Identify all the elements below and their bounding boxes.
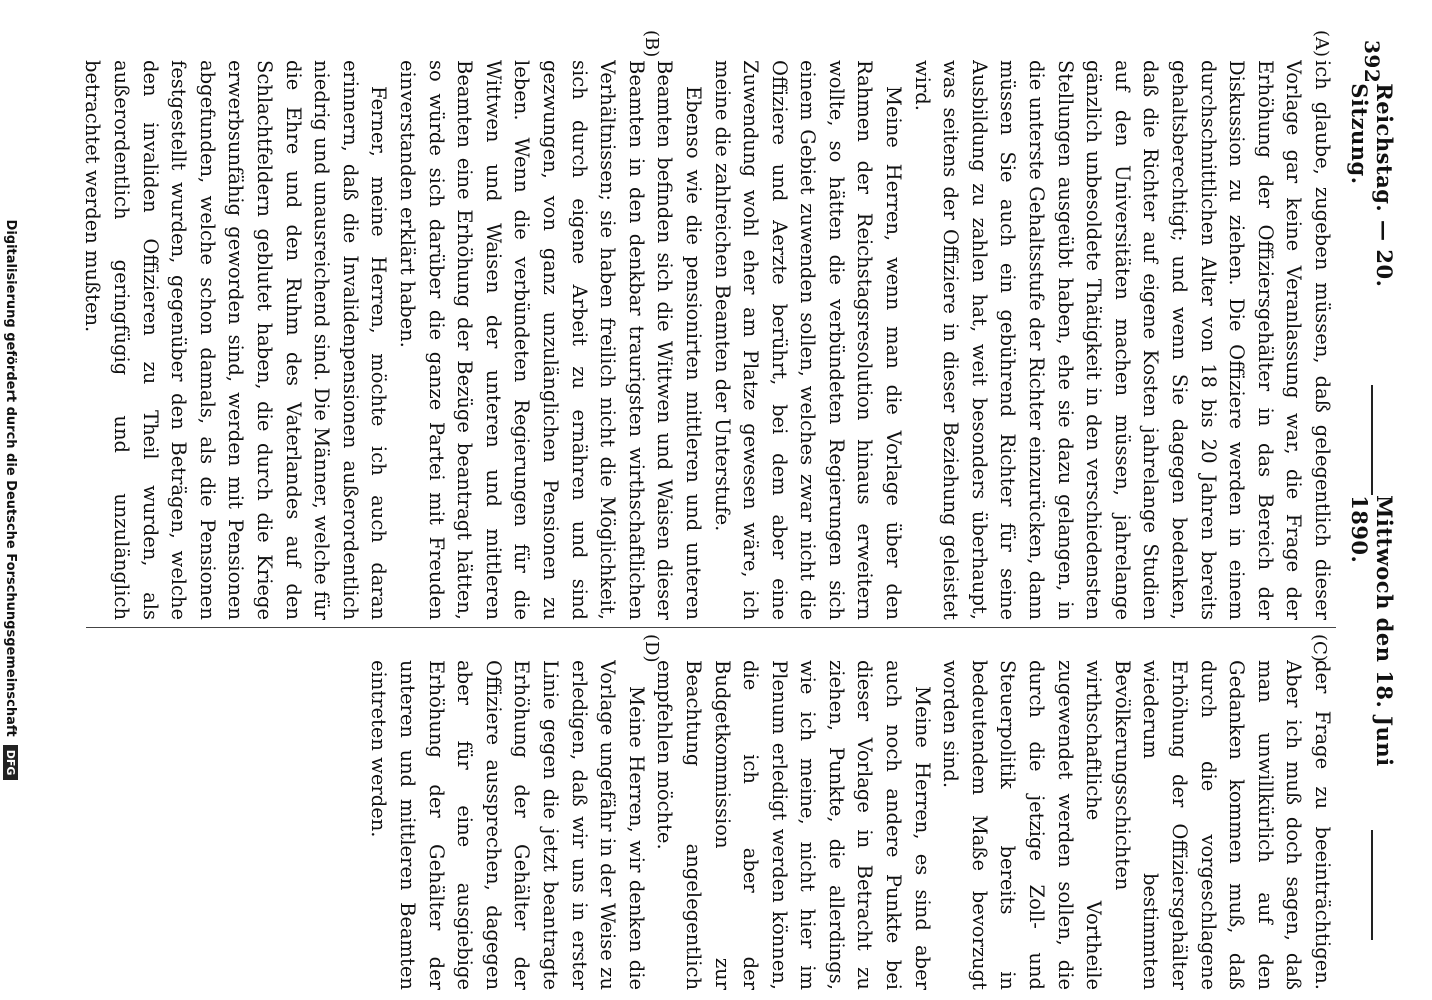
page-number: 392: [1360, 40, 1384, 84]
page-title: Reichstag. — 20. Sitzung.: [1347, 83, 1397, 288]
session-date: Mittwoch den 18. Juni 1890.: [1347, 495, 1397, 767]
header-rule-right: [1371, 830, 1373, 940]
page-header: [1347, 40, 1397, 940]
paragraph: ich glaube, zugeben müssen, daß gelegentlich dieser Vorlage gar keine Veranlassung war, die Frage der Erhöhung der Offiziersgehälter in das Bereich der Diskussion zu ziehen. Die Offiziere werden in einem durchschnittlichen Alter von 18 bis 20 Jahren bereits gehaltsberechtigt; und wenn Sie dagegen bedenken, daß die Richter auf eigene Kosten jahrelange Studien auf den Universitäten machen müssen, jahrelange gänzlich unbesoldete Thätigkeit in den verschiedensten Stellungen ausgeübt haben, ehe sie dazu gelangen, in die unterste Gehaltsstufe der Richter einzurücken, dann müssen Sie auch ein gebührend Richter für seine Ausbildung zu zahlen hat, weit besonders überhaupt, was seitens der Offiziere in dieser Beziehung geleistet wird.: [910, 60, 1334, 620]
margin-marker-b: (B): [641, 30, 662, 58]
digitization-credit: [0, 0, 22, 1000]
paragraph: Meine Herren, es sind aber auch noch andere Punkte bei dieser Vorlage in Betracht zu ziehen, Punkte, die allerdings, wie ich meine, nicht hier im Plenum erledigt werden können, die ich aber der Budgetkommission zur Beachtung angelegentlich empfehlen möchte.: [653, 660, 934, 990]
paragraph: Meine Herren, wenn man die Vorlage über den Rahmen der Reichstagsresolution hinaus erweitern wollte, so hätten die verbündeten Regierungen sich einem Gebiet zuwenden sollen, welches zwar nicht die Offiziere und Aerzte berührt, bei dem aber eine Zuwendung wohl eher am Platze gewesen wäre, ich meine die zahlreichen Beamten der Unterstufe.: [710, 60, 906, 620]
column-divider: [86, 627, 1336, 628]
margin-marker-a: (A): [1311, 30, 1332, 58]
header-rule: [1371, 385, 1373, 495]
left-text-column: [76, 60, 1336, 620]
paragraph: Meine Herren, wir denken die Vorlage ungefähr in der Weise zu erledigen, daß wir uns in erster Linie gegen die jetzt beantragte Erhöhung der Gehälter der Offiziere aussprechen, dagegen aber für eine ausgiebige Erhöhung der Gehälter der unteren und mittleren Beamten eintreten werden.: [367, 660, 648, 990]
right-text-column: [76, 660, 1336, 990]
credit-text: Digitalisierung gefördert durch die Deutsche Forschungsgemeinschaft: [3, 219, 19, 737]
margin-marker-d: (D): [641, 634, 662, 663]
paragraph: Ferner, meine Herren, möchte ich auch daran erinnern, daß die Invalidenpensionen außerordentlich niedrig und unausreichend sind. Die Männer, welche für die Ehre und den Ruhm des Vaterlandes auf den Schlachtfeldern geblutet haben, die durch die Kriege erwerbsunfähig geworden sind, werden mit Pensionen abgefunden, welche schon damals, als die Pensionen festgestellt wurden, gegenüber den Beträgen, welche den invaliden Offizieren zu Theil wurden, als außerordentlich geringfügig und unzulänglich betrachtet werden mußten.: [81, 60, 391, 620]
paragraph: [76, 60, 78, 620]
margin-marker-c: (C): [1309, 634, 1330, 662]
paragraph: der Frage zu beeinträchtigen. Aber ich muß doch sagen, daß man unwillkürlich auf den Gedanken kommen muß, daß durch die vorgeschlagene Erhöhung der Offiziersgehälter wiederum bestimmten Bevölkerungsschichten wirthschaftliche Vortheile zugewendet werden sollen, die durch die jetzige Zoll- und Steuerpolitik bereits in bedeutendem Maße bevorzugt worden sind.: [939, 660, 1334, 990]
dfg-logo: DFG: [4, 745, 19, 781]
paragraph: Ebenso wie die pensionirten mittleren und unteren Beamten befinden sich die Wittwen und Waisen dieser Beamten in den denkbar traurigsten wirthschaftlichen Verhältnissen; sie haben freilich nicht die Möglichkeit, sich durch eigene Arbeit zu ernähren und sind gezwungen, von ganz unzulänglichen Pensionen zu leben. Wenn die verbündeten Regierungen für die Wittwen und Waisen der unteren und mittleren Beamten eine Erhöhung der Bezüge beantragt hätten, so würde sich darüber die ganze Partei mit Freuden einverstanden erklärt haben.: [396, 60, 705, 620]
